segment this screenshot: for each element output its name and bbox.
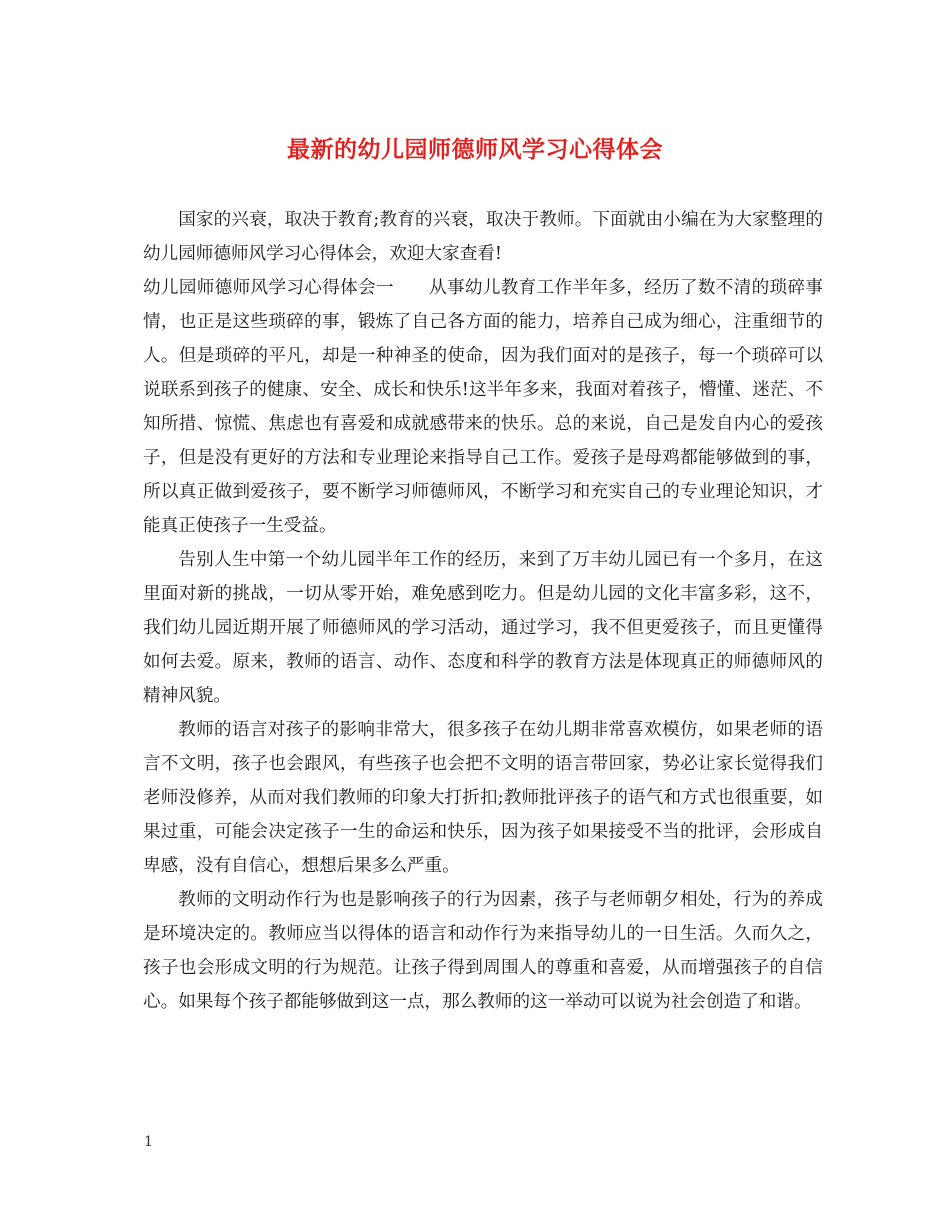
paragraph-4: 教师的文明动作行为也是影响孩子的行为因素，孩子与老师朝夕相处，行为的养成是环境决定的。教师应当以得体的语言和动作行为来指导幼儿的一日生活。久而久之，孩子也会形成文明的行为规范。让孩子得到周围人的尊重和喜爱，从而增强孩子的自信心。如果每个孩子都能够做到这一点，那么教师的这一举动可以说为社会创造了和谐。 [143, 890, 823, 1012]
paragraph-2: 告别人生中第一个幼儿园半年工作的经历，来到了万丰幼儿园已有一个多月，在这里面对新的挑战，一切从零开始，难免感到吃力。但是幼儿园的文化丰富多彩，这不，我们幼儿园近期开展了师德师风的学习活动，通过学习，我不但更爱孩子，而且更懂得如何去爱。原来，教师的语言、动作、态度和科学的教育方法是体现真正的师德师风的精神风貌。 [143, 550, 823, 706]
paragraph-1-text: 从事幼儿教育工作半年多，经历了数不清的琐碎事情，也正是这些琐碎的事，锻炼了自己各方面的能力，培养自己成为细心，注重细节的人。但是琐碎的平凡，却是一种神圣的使命，因为我们面对的是孩子，每一个琐碎可以说联系到孩子的健康、安全、成长和快乐!这半年多来，我面对着孩子，懵懂、迷茫、不知所措、惊慌、焦虑也有喜爱和成就感带来的快乐。总的来说，自己是发自内心的爱孩子，但是没有更好的方法和专业理论来指导自己工作。爱孩子是母鸡都能够做到的事，所以真正做到爱孩子，要不断学习师德师风，不断学习和充实自己的专业理论知识，才能真正使孩子一生受益。 [143, 278, 823, 536]
section-heading: 幼儿园师德师风学习心得体会一 [143, 278, 394, 298]
paragraph-3: 教师的语言对孩子的影响非常大，很多孩子在幼儿期非常喜欢模仿，如果老师的语言不文明，孩子也会跟风，有些孩子也会把不文明的语言带回家，势必让家长觉得我们老师没修养，从而对我们教师的印象大打折扣;教师批评孩子的语气和方式也很重要，如果过重，可能会决定孩子一生的命运和快乐，因为孩子如果接受不当的批评，会形成自卑感，没有自信心，想想后果多么严重。 [143, 720, 823, 876]
intro-paragraph: 国家的兴衰，取决于教育;教育的兴衰，取决于教师。下面就由小编在为大家整理的幼儿园师德师风学习心得体会，欢迎大家查看! [143, 210, 823, 264]
page-number: 1 [144, 1134, 153, 1150]
document-body [143, 203, 823, 1019]
section-one-paragraph [143, 271, 823, 543]
document-title: 最新的幼儿园师德师风学习心得体会 [287, 136, 663, 163]
